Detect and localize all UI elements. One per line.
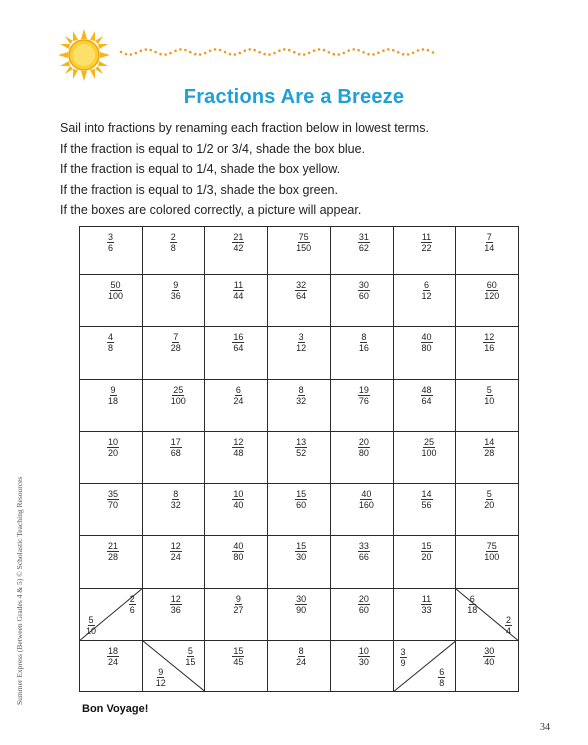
denominator: 60	[358, 291, 369, 302]
denominator: 16	[358, 343, 369, 354]
sun-icon	[58, 29, 110, 81]
numerator: 12	[170, 593, 181, 604]
numerator: 12	[484, 332, 495, 343]
denominator: 42	[233, 243, 244, 253]
denominator: 18	[108, 395, 119, 406]
fraction	[170, 385, 187, 406]
numerator: 21	[233, 232, 244, 242]
fraction	[483, 280, 500, 301]
denominator: 70	[108, 500, 119, 511]
numerator: 15	[421, 541, 432, 552]
grid-cell[interactable]	[142, 536, 205, 588]
numerator: 2	[505, 614, 511, 625]
grid-cell[interactable]	[80, 327, 143, 379]
denominator: 56	[421, 500, 432, 511]
fraction	[421, 332, 433, 353]
numerator: 4	[108, 332, 114, 343]
denominator: 90	[296, 604, 307, 615]
numerator: 40	[361, 489, 372, 500]
grid-cell[interactable]	[205, 275, 268, 327]
numerator: 7	[173, 332, 179, 343]
grid-cell[interactable]	[456, 484, 519, 536]
grid-cell[interactable]	[393, 431, 456, 483]
numerator: 6	[424, 280, 430, 291]
grid-cell[interactable]	[456, 536, 519, 588]
fraction	[107, 385, 119, 406]
grid-cell[interactable]	[456, 640, 519, 691]
fraction	[483, 489, 495, 510]
numerator: 6	[439, 667, 445, 677]
denominator: 28	[484, 447, 495, 458]
grid-cell[interactable]	[142, 327, 205, 379]
denominator: 80	[233, 552, 244, 563]
grid-row	[80, 431, 519, 483]
fraction	[421, 594, 433, 615]
grid-cell[interactable]	[80, 227, 143, 275]
instruction-line: Sail into fractions by renaming each fraction below in lowest terms.	[60, 121, 429, 135]
grid-cell-split[interactable]	[393, 640, 456, 691]
fraction	[107, 489, 119, 510]
grid-cell[interactable]	[268, 327, 331, 379]
numerator: 31	[358, 232, 369, 242]
grid-row	[80, 379, 519, 431]
numerator: 16	[233, 332, 244, 343]
footer-message: Bon Voyage!	[82, 703, 149, 715]
denominator: 6	[129, 604, 135, 615]
numerator: 9	[110, 384, 116, 395]
grid-cell[interactable]	[456, 431, 519, 483]
numerator: 13	[296, 436, 307, 447]
denominator: 24	[233, 395, 244, 406]
denominator: 30	[296, 552, 307, 563]
fraction	[170, 332, 182, 353]
numerator: 21	[108, 541, 119, 552]
denominator: 24	[108, 656, 119, 667]
numerator: 6	[235, 384, 241, 395]
fraction	[107, 280, 124, 301]
denominator: 100	[421, 447, 437, 458]
fraction	[295, 646, 307, 667]
numerator: 32	[296, 280, 307, 291]
fraction	[232, 437, 244, 458]
numerator: 12	[233, 436, 244, 447]
fraction	[358, 489, 375, 510]
denominator: 44	[233, 291, 244, 302]
denominator: 32	[296, 395, 307, 406]
grid-cell[interactable]	[268, 227, 331, 275]
grid-cell[interactable]	[142, 275, 205, 327]
denominator: 64	[421, 395, 432, 406]
denominator: 48	[233, 447, 244, 458]
denominator: 76	[358, 395, 369, 406]
grid-cell[interactable]	[142, 588, 205, 640]
fraction	[232, 646, 244, 667]
denominator: 100	[170, 395, 186, 406]
fraction	[232, 280, 244, 301]
grid-cell[interactable]	[456, 227, 519, 275]
fraction	[358, 541, 370, 562]
grid-cell[interactable]	[268, 640, 331, 691]
grid-cell[interactable]	[205, 379, 268, 431]
fraction	[232, 594, 244, 615]
instruction-line: If the fraction is equal to 1/2 or 3/4, shade the box blue.	[60, 141, 366, 156]
fraction	[295, 232, 312, 253]
fraction	[421, 385, 433, 406]
grid-cell[interactable]	[393, 327, 456, 379]
grid-cell[interactable]	[80, 484, 143, 536]
fraction	[107, 437, 119, 458]
grid-cell[interactable]	[80, 640, 143, 691]
grid-row	[80, 536, 519, 588]
grid-cell[interactable]	[268, 431, 331, 483]
fraction	[483, 437, 495, 458]
fraction	[421, 437, 438, 458]
numerator: 8	[298, 645, 304, 656]
side-credit: Summer Express (Between Grades 4 & 5) © Scholastic Teaching Resources	[15, 476, 24, 705]
fraction	[155, 667, 167, 688]
fraction	[358, 332, 370, 353]
numerator: 25	[173, 384, 184, 395]
numerator: 50	[110, 280, 121, 291]
denominator: 52	[296, 447, 307, 458]
instructions	[60, 118, 540, 221]
numerator: 19	[358, 384, 369, 395]
grid-cell-split[interactable]	[142, 640, 205, 691]
denominator: 24	[170, 552, 181, 563]
fraction	[358, 594, 370, 615]
numerator: 15	[233, 645, 244, 656]
fraction	[107, 232, 114, 253]
grid-cell[interactable]	[268, 536, 331, 588]
grid-cell[interactable]	[268, 484, 331, 536]
fraction	[421, 280, 433, 301]
numerator: 7	[486, 232, 492, 242]
numerator: 14	[421, 489, 432, 500]
denominator: 6	[108, 243, 114, 253]
grid-row	[80, 227, 519, 275]
numerator: 8	[361, 332, 367, 343]
grid-row	[80, 484, 519, 536]
fraction	[184, 646, 196, 667]
grid-cell-split[interactable]	[456, 588, 519, 640]
numerator: 12	[170, 541, 181, 552]
fraction	[170, 437, 182, 458]
numerator: 10	[233, 489, 244, 500]
numerator: 8	[298, 384, 304, 395]
grid-cell[interactable]	[456, 379, 519, 431]
numerator: 30	[296, 593, 307, 604]
numerator: 9	[235, 593, 241, 604]
grid-row	[80, 327, 519, 379]
numerator: 30	[358, 280, 369, 291]
numerator: 25	[424, 436, 435, 447]
grid-cell[interactable]	[330, 484, 393, 536]
denominator: 20	[484, 500, 495, 511]
numerator: 6	[469, 593, 475, 604]
fraction	[232, 332, 244, 353]
numerator: 3	[400, 646, 406, 657]
numerator: 11	[421, 593, 432, 604]
instruction-line: If the boxes are colored correctly, a picture will appear.	[60, 203, 362, 217]
grid-cell[interactable]	[142, 379, 205, 431]
denominator: 68	[170, 447, 181, 458]
grid-cell[interactable]	[330, 588, 393, 640]
grid-row	[80, 588, 519, 640]
numerator: 10	[358, 645, 369, 656]
grid-cell[interactable]	[205, 536, 268, 588]
numerator: 48	[421, 384, 432, 395]
grid-cell[interactable]	[393, 227, 456, 275]
denominator: 160	[358, 500, 374, 511]
denominator: 36	[170, 604, 181, 615]
fraction	[466, 594, 478, 615]
grid-cell[interactable]	[142, 484, 205, 536]
grid-cell[interactable]	[456, 327, 519, 379]
grid-cell[interactable]	[393, 484, 456, 536]
fraction	[400, 647, 407, 668]
denominator: 28	[170, 343, 181, 354]
denominator: 100	[108, 291, 124, 302]
denominator: 120	[484, 291, 500, 302]
grid-cell[interactable]	[456, 275, 519, 327]
instruction-line: If the fraction is equal to 1/4, shade the box yellow.	[60, 162, 341, 176]
denominator: 100	[484, 552, 500, 563]
numerator: 40	[421, 332, 432, 343]
denominator: 20	[108, 447, 119, 458]
numerator: 20	[358, 593, 369, 604]
denominator: 66	[358, 552, 369, 563]
numerator: 40	[233, 541, 244, 552]
fraction-grid	[79, 226, 519, 692]
grid-cell[interactable]	[330, 227, 393, 275]
numerator: 60	[486, 280, 497, 291]
fraction	[170, 541, 182, 562]
grid-cell[interactable]	[330, 536, 393, 588]
denominator: 8	[108, 343, 114, 354]
denominator: 64	[296, 291, 307, 302]
grid-cell[interactable]	[330, 431, 393, 483]
fraction	[85, 615, 97, 636]
numerator: 10	[108, 436, 119, 447]
denominator: 40	[484, 656, 495, 667]
numerator: 11	[421, 232, 432, 242]
grid-cell[interactable]	[393, 588, 456, 640]
denominator: 60	[358, 604, 369, 615]
grid-cell[interactable]	[330, 327, 393, 379]
fraction	[358, 232, 370, 253]
grid-row	[80, 640, 519, 691]
denominator: 20	[421, 552, 432, 563]
denominator: 27	[233, 604, 244, 615]
denominator: 80	[421, 343, 432, 354]
grid-cell[interactable]	[142, 227, 205, 275]
fraction	[107, 646, 119, 667]
fraction	[232, 489, 244, 510]
numerator: 17	[170, 436, 181, 447]
denominator: 10	[484, 395, 495, 406]
fraction	[421, 232, 433, 253]
grid-cell[interactable]	[80, 275, 143, 327]
fraction	[170, 489, 182, 510]
denominator: 45	[233, 656, 244, 667]
denominator: 24	[296, 656, 307, 667]
numerator: 75	[298, 232, 309, 242]
denominator: 12	[155, 678, 166, 688]
numerator: 18	[108, 645, 119, 656]
numerator: 33	[358, 541, 369, 552]
numerator: 15	[296, 541, 307, 552]
numerator: 5	[187, 645, 193, 656]
grid-cell[interactable]	[330, 379, 393, 431]
fraction	[107, 541, 119, 562]
worksheet-title: Fractions Are a Breeze	[183, 86, 405, 108]
instruction-line: If the fraction is equal to 1/3, shade the box green.	[60, 182, 338, 197]
fraction	[232, 541, 244, 562]
fraction	[129, 594, 136, 615]
numerator: 3	[108, 232, 114, 242]
numerator: 75	[486, 541, 497, 552]
fraction	[421, 489, 433, 510]
fraction	[358, 280, 370, 301]
denominator: 15	[185, 656, 196, 667]
denominator: 12	[296, 343, 307, 354]
fraction	[421, 541, 433, 562]
denominator: 16	[484, 343, 495, 354]
numerator: 5	[88, 614, 94, 625]
grid-cell[interactable]	[205, 431, 268, 483]
numerator: 5	[486, 489, 492, 500]
denominator: 60	[296, 500, 307, 511]
fraction	[170, 280, 182, 301]
fraction	[438, 667, 445, 688]
fraction	[358, 385, 370, 406]
grid-cell[interactable]	[205, 588, 268, 640]
fraction	[483, 232, 495, 253]
fraction	[483, 541, 500, 562]
denominator: 10	[86, 625, 97, 636]
fraction	[295, 594, 307, 615]
fraction	[295, 280, 307, 301]
grid-cell[interactable]	[330, 275, 393, 327]
fraction	[295, 541, 307, 562]
fraction	[505, 615, 512, 636]
numerator: 9	[158, 667, 164, 677]
fraction	[483, 332, 495, 353]
denominator: 9	[400, 657, 406, 668]
fraction	[483, 646, 495, 667]
numerator: 20	[358, 436, 369, 447]
grid-cell[interactable]	[205, 484, 268, 536]
grid-row	[80, 275, 519, 327]
denominator: 8	[170, 243, 176, 253]
grid-cell[interactable]	[393, 275, 456, 327]
fraction	[170, 232, 177, 253]
numerator: 8	[173, 489, 179, 500]
denominator: 8	[439, 678, 445, 688]
grid-cell[interactable]	[142, 431, 205, 483]
denominator: 64	[233, 343, 244, 354]
fraction	[232, 385, 244, 406]
grid-cell[interactable]	[393, 536, 456, 588]
denominator: 12	[421, 291, 432, 302]
grid-cell[interactable]	[205, 640, 268, 691]
fraction	[358, 437, 370, 458]
denominator: 14	[484, 243, 495, 253]
numerator: 35	[108, 489, 119, 500]
denominator: 33	[421, 604, 432, 615]
fraction	[295, 437, 307, 458]
grid-cell-split[interactable]	[80, 588, 143, 640]
numerator: 5	[486, 384, 492, 395]
dotted-wave-divider	[118, 47, 436, 57]
denominator: 36	[170, 291, 181, 302]
fraction	[295, 385, 307, 406]
grid-cell[interactable]	[205, 227, 268, 275]
fraction	[358, 646, 370, 667]
grid-cell[interactable]	[268, 275, 331, 327]
fraction	[295, 332, 307, 353]
denominator: 4	[505, 625, 511, 636]
fraction	[232, 232, 244, 253]
grid-cell[interactable]	[80, 431, 143, 483]
numerator: 14	[484, 436, 495, 447]
denominator: 32	[170, 500, 181, 511]
fraction	[170, 594, 182, 615]
grid-cell[interactable]	[80, 536, 143, 588]
grid-cell[interactable]	[268, 379, 331, 431]
page-number: 34	[540, 722, 550, 733]
numerator: 15	[296, 489, 307, 500]
numerator: 2	[129, 593, 135, 604]
grid-cell[interactable]	[80, 379, 143, 431]
numerator: 9	[173, 280, 179, 291]
numerator: 2	[170, 232, 176, 242]
denominator: 30	[358, 656, 369, 667]
denominator: 28	[108, 552, 119, 563]
numerator: 11	[233, 280, 244, 291]
denominator: 62	[358, 243, 369, 253]
grid-cell[interactable]	[330, 640, 393, 691]
numerator: 3	[298, 332, 304, 343]
denominator: 18	[467, 604, 478, 615]
numerator: 30	[484, 645, 495, 656]
grid-cell[interactable]	[205, 327, 268, 379]
grid-cell[interactable]	[393, 379, 456, 431]
grid-cell[interactable]	[268, 588, 331, 640]
denominator: 80	[358, 447, 369, 458]
denominator: 40	[233, 500, 244, 511]
fraction	[295, 489, 307, 510]
denominator: 150	[296, 243, 312, 253]
denominator: 22	[421, 243, 432, 253]
fraction	[107, 332, 114, 353]
fraction	[483, 385, 495, 406]
